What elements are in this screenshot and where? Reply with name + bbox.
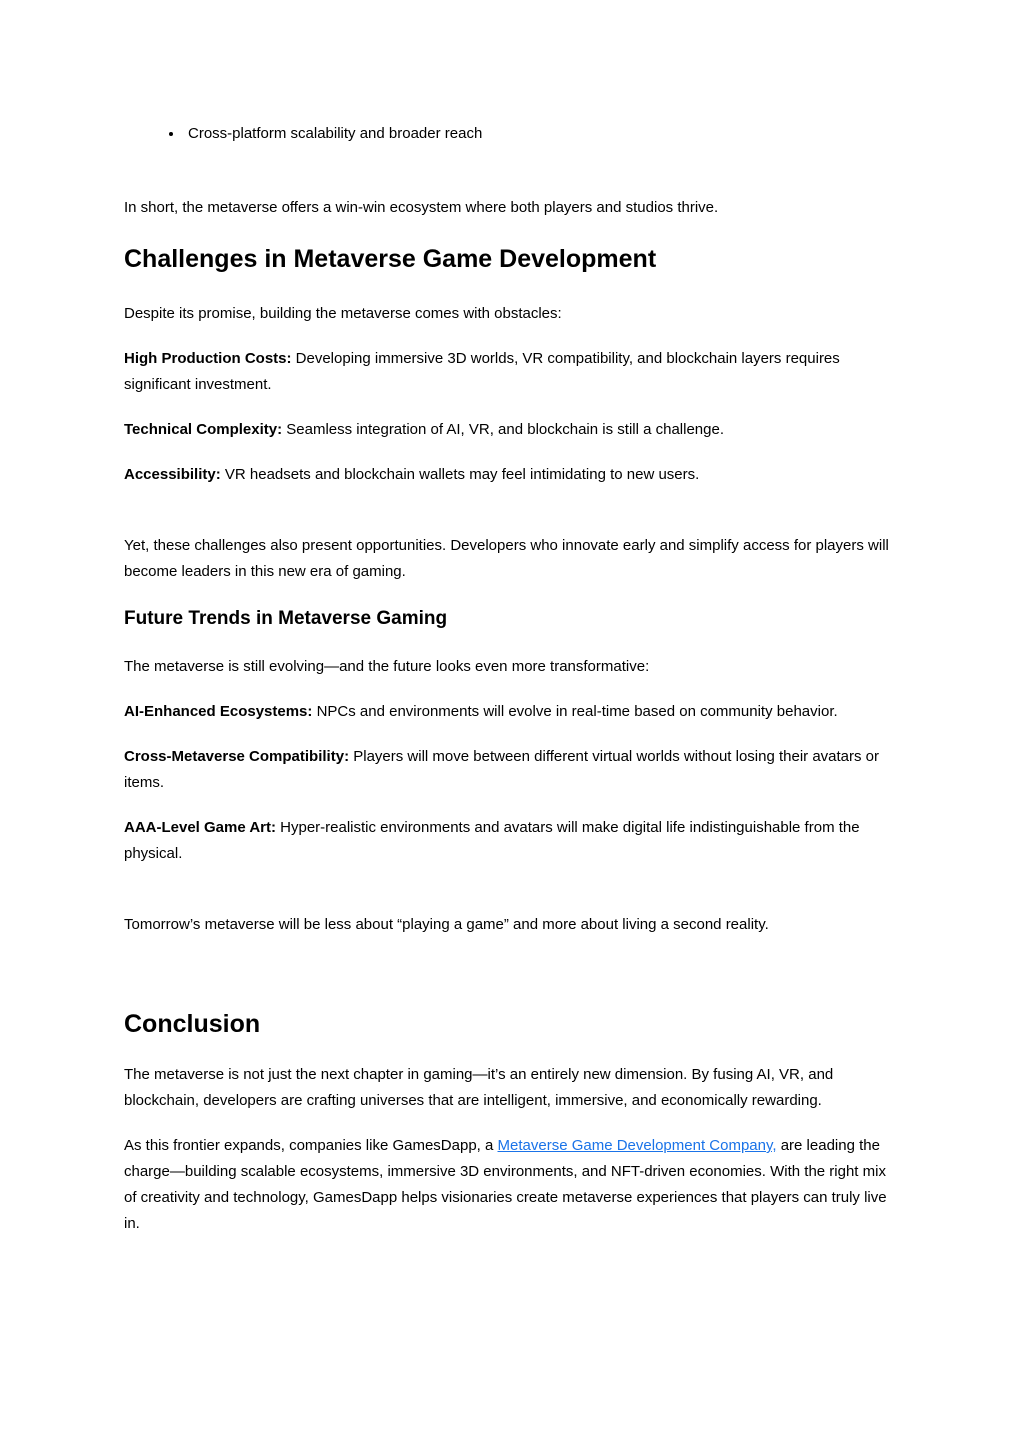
trend-item-ai-ecosystems <box>124 699 900 725</box>
intro-paragraph: In short, the metaverse offers a win-win ecosystem where both players and studios thrive. <box>124 199 719 216</box>
challenges-intro-paragraph: Despite its promise, building the metaverse comes with obstacles: <box>124 305 562 322</box>
future-intro-paragraph: The metaverse is still evolving—and the future looks even more transformative: <box>124 658 650 675</box>
metaverse-company-link[interactable]: Metaverse Game Development Company, <box>497 1137 777 1154</box>
heading-challenges: Challenges in Metaverse Game Development <box>124 245 657 273</box>
challenge-lead: Technical Complexity: <box>124 421 283 438</box>
trend-text: Players will move between different virtual worlds without losing their avatars or items. <box>124 748 880 791</box>
challenge-item-production-costs <box>124 346 900 398</box>
trend-text: Hyper-realistic environments and avatars will make digital life indistinguishable from the physical. <box>124 819 860 862</box>
challenge-text: Developing immersive 3D worlds, VR compatibility, and blockchain layers requires significant investment. <box>124 350 840 393</box>
bullet-item: • Cross-platform scalability and broader reach <box>184 121 900 147</box>
trend-item-cross-metaverse <box>124 744 900 796</box>
conclusion-text-before-link: As this frontier expands, companies like GamesDapp, a <box>124 1137 498 1154</box>
challenge-lead: High Production Costs: <box>124 350 292 367</box>
heading-conclusion: Conclusion <box>124 1010 261 1038</box>
tomorrow-paragraph: Tomorrow’s metaverse will be less about “playing a game” and more about living a second reality. <box>124 916 769 933</box>
bullet-list <box>124 121 900 147</box>
opportunity-paragraph: Yet, these challenges also present opportunities. Developers who innovate early and simplify access for players will become leaders in this new era of gaming. <box>124 537 889 580</box>
challenge-item-accessibility <box>124 462 900 488</box>
trend-text: NPCs and environments will evolve in real-time based on community behavior. <box>312 703 838 720</box>
trend-lead: Cross-Metaverse Compatibility: <box>124 748 350 765</box>
conclusion-paragraph-1: The metaverse is not just the next chapter in gaming—it’s an entirely new dimension. By fusing AI, VR, and blockchain, developers are crafting universes that are intelligent, immersive, and economically rewarding. <box>124 1066 834 1109</box>
conclusion-text-after-link: are leading the charge—building scalable ecosystems, immersive 3D environments, and NFT-driven economies. With the right mix of creativity and technology, GamesDapp helps visionaries create metaverse experiences that players can truly live in. <box>124 1137 887 1232</box>
challenge-text: Seamless integration of AI, VR, and blockchain is still a challenge. <box>282 421 725 438</box>
challenge-text: VR headsets and blockchain wallets may feel intimidating to new users. <box>220 466 700 483</box>
conclusion-paragraph-2 <box>124 1133 900 1237</box>
trend-lead: AAA-Level Game Art: <box>124 819 276 836</box>
challenge-item-technical-complexity <box>124 417 900 443</box>
trend-item-aaa-game-art <box>124 815 900 867</box>
trend-lead: AI-Enhanced Ecosystems: <box>124 703 313 720</box>
challenge-lead: Accessibility: <box>124 466 221 483</box>
heading-future-trends: Future Trends in Metaverse Gaming <box>124 608 448 629</box>
